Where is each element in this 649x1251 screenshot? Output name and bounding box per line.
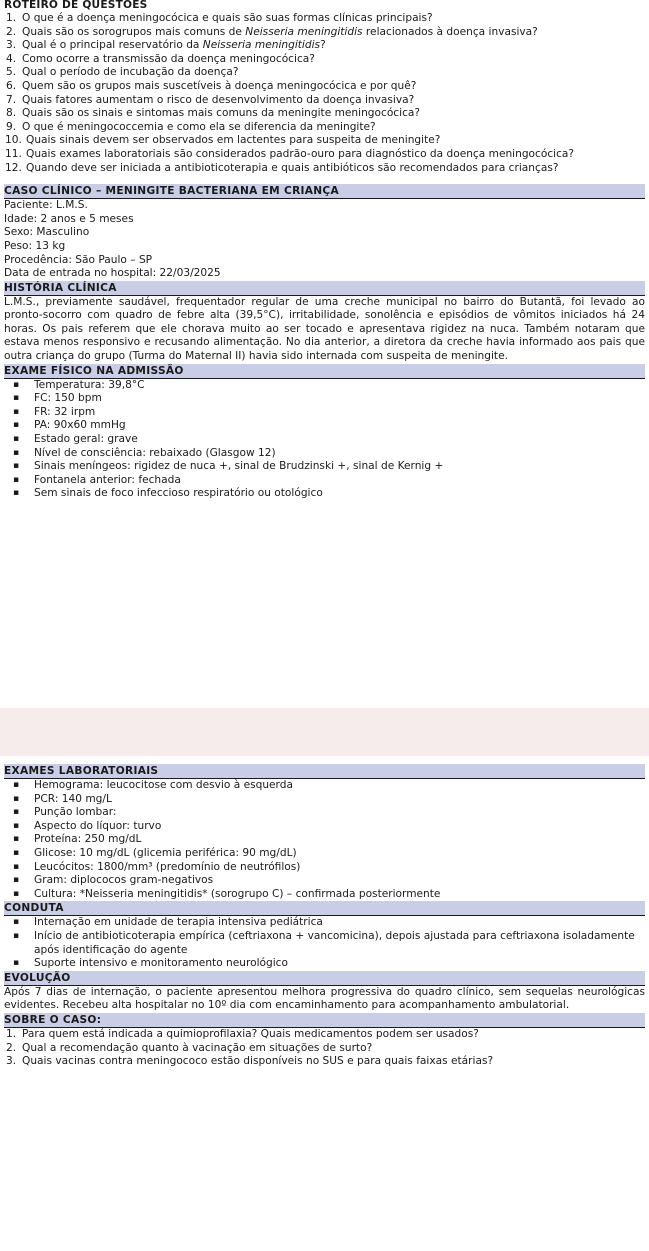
- question-item: 2. Quais são os sorogrupos mais comuns de Neisseria meningitidis relacionados à doença invasiva?: [6, 25, 538, 38]
- list-item: ▪ FR: 32 irpm: [4, 406, 645, 420]
- list-item: ▪ Suporte intensivo e monitoramento neurológico: [4, 957, 645, 971]
- question-item: 11. Quais exames laboratoriais são considerados padrão-ouro para diagnóstico da doença meningocócica?: [5, 147, 575, 160]
- list-item: ▪ Estado geral: grave: [4, 433, 645, 447]
- list-item: ▪ Leucócitos: 1800/mm³ (predomínio de neutrófilos): [4, 861, 645, 875]
- list-item: ▪ Temperatura: 39,8°C: [4, 379, 645, 393]
- list-item: ▪ PCR: 140 mg/L: [4, 793, 645, 807]
- list-item: ▪ Fontanela anterior: fechada: [4, 474, 645, 488]
- section-header-caso: CASO CLÍNICO – MENINGITE BACTERIANA EM CRIANÇA: [4, 184, 645, 199]
- roteiro-questions-cont: [4, 134, 645, 175]
- section-header-exame-fisico: EXAME FÍSICO NA ADMISSÃO: [4, 364, 645, 379]
- question-item: 8. Quais são os sinais e sintomas mais comuns da meningite meningocócica?: [6, 107, 421, 120]
- list-item: ▪ Sinais meníngeos: rigidez de nuca +, sinal de Brudzinski +, sinal de Kernig +: [4, 460, 645, 474]
- list-item: ▪ Aspecto do líquor: turvo: [4, 820, 645, 834]
- section-header-exames-lab: EXAMES LABORATORIAIS: [4, 764, 645, 779]
- list-item: ▪ Proteína: 250 mg/dL: [4, 833, 645, 847]
- roteiro-questions: [4, 12, 645, 134]
- question-item: 3. Quais vacinas contra meningococo estão disponíveis no SUS e para quais faixas etárias?: [6, 1055, 494, 1068]
- question-item: 3. Qual é o principal reservatório da Neisseria meningitidis?: [6, 39, 326, 52]
- patient-field: Procedência: São Paulo – SP: [4, 253, 153, 266]
- evolucao-text: Após 7 dias de internação, o paciente apresentou melhora progressiva do quadro clínico, sem sequelas neurológicas evidentes. Recebeu alta hospitalar no 10º dia com encaminhamento para acompanhamento ambulatorial.: [4, 985, 645, 1012]
- exame-fisico-list: [4, 379, 645, 501]
- patient-field: Paciente: L.M.S.: [4, 199, 88, 212]
- section-header-historia: HISTÓRIA CLÍNICA: [4, 281, 645, 296]
- patient-field: Idade: 2 anos e 5 meses: [4, 212, 134, 225]
- list-item: ▪ Punção lombar:: [4, 806, 645, 820]
- page-two: [0, 756, 649, 1251]
- question-item: 4. Como ocorre a transmissão da doença meningocócica?: [6, 52, 315, 65]
- question-item: 5. Qual o período de incubação da doença?: [6, 66, 239, 79]
- section-header-sobre: SOBRE O CASO:: [4, 1013, 645, 1028]
- list-item: ▪ Gram: diplococos gram-negativos: [4, 874, 645, 888]
- list-item: ▪ Hemograma: leucocitose com desvio à esquerda: [4, 779, 645, 793]
- list-item: ▪ Início de antibioticoterapia empírica (ceftriaxona + vancomicina), depois ajustada para ceftriaxona isoladamente após identificação do agente: [4, 930, 645, 957]
- historia-text: L.M.S., previamente saudável, frequentador regular de uma creche municipal no bairro do Butantã, foi levado ao pronto-socorro com quadro de febre alta (39,5°C), irritabilidade, sonolência e episódios de vômitos iniciados há 24 horas. Os pais referem que ele chorava muito ao ser tocado e apresentava rigidez na nuca. Também notaram que estava menos responsivo e recusando alimentação. No dia anterior, a diretora da creche havia informado aos pais que outra criança do grupo (Turma do Maternal II) havia sido internada com suspeita de meningite.: [4, 295, 645, 363]
- list-item: ▪ Cultura: *Neisseria meningitidis* (sorogrupo C) – confirmada posteriormente: [4, 888, 645, 902]
- patient-field: Peso: 13 kg: [4, 239, 66, 252]
- page-gap: [0, 708, 649, 756]
- list-item: ▪ Sem sinais de foco infeccioso respiratório ou otológico: [4, 487, 645, 501]
- question-item: 1. Para quem está indicada a quimioprofilaxia? Quais medicamentos podem ser usados?: [6, 1027, 479, 1040]
- sobre-questions: [4, 1028, 645, 1069]
- patient-field: Data de entrada no hospital: 22/03/2025: [4, 267, 221, 280]
- list-item: ▪ FC: 150 bpm: [4, 392, 645, 406]
- list-item: ▪ PA: 90x60 mmHg: [4, 419, 645, 433]
- exames-lab-list: [4, 779, 645, 901]
- section-header-evolucao: EVOLUÇÃO: [4, 971, 645, 986]
- question-item: 10. Quais sinais devem ser observados em lactentes para suspeita de meningite?: [5, 134, 441, 147]
- roteiro-title: ROTEIRO DE QUESTÕES: [4, 0, 148, 11]
- question-item: 12. Quando deve ser iniciada a antibioticoterapia e quais antibióticos são recomendados para crianças?: [5, 161, 559, 174]
- question-item: 2. Qual a recomendação quanto à vacinação em situações de surto?: [6, 1041, 373, 1054]
- question-item: 7. Quais fatores aumentam o risco de desenvolvimento da doença invasiva?: [6, 93, 415, 106]
- section-header-conduta: CONDUTA: [4, 901, 645, 916]
- question-item: 9. O que é meningococcemia e como ela se diferencia da meningite?: [6, 120, 376, 133]
- patient-field: Sexo: Masculino: [4, 226, 90, 239]
- list-item: ▪ Nível de consciência: rebaixado (Glasgow 12): [4, 447, 645, 461]
- question-item: 1. O que é a doença meningocócica e quais são suas formas clínicas principais?: [6, 12, 433, 24]
- conduta-list: [4, 916, 645, 970]
- list-item: ▪ Internação em unidade de terapia intensiva pediátrica: [4, 916, 645, 930]
- list-item: ▪ Glicose: 10 mg/dL (glicemia periférica: 90 mg/dL): [4, 847, 645, 861]
- question-item: 6. Quem são os grupos mais suscetíveis à doença meningocócica e por quê?: [6, 79, 417, 92]
